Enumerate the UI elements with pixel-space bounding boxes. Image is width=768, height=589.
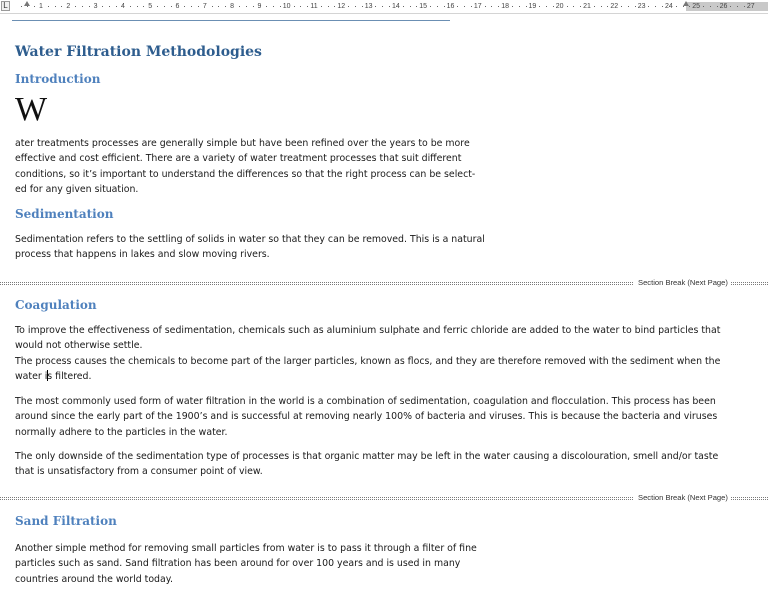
heading-introduction: Introduction	[15, 72, 101, 86]
ruler-tick-label: 16	[446, 3, 455, 10]
ruler-tick-dot	[382, 6, 383, 7]
horizontal-ruler[interactable]	[0, 0, 768, 14]
ruler-tick-label: 9	[257, 3, 262, 10]
paragraph-introduction[interactable]	[15, 136, 475, 197]
text-line: The most commonly used form of water filtration in the world is a combination of sedimentation, coagulation and flocculation. This process has been	[15, 396, 716, 407]
ruler-tick-dot	[662, 6, 663, 7]
ruler-tick-label: 2	[66, 3, 71, 10]
right-indent-marker[interactable]	[683, 1, 689, 6]
ruler-tick-dot	[710, 6, 711, 7]
text-line: To improve the effectiveness of sedimentation, chemicals such as aluminium sulphate and ferric chloride are added to the water to bind particles that	[15, 325, 721, 336]
ruler-tick-dot	[348, 6, 349, 7]
ruler-tick-label: 6	[175, 3, 180, 10]
ruler-tick-dot	[109, 6, 110, 7]
ruler-tick-label: 22	[610, 3, 619, 10]
ruler-tick-dot	[82, 6, 83, 7]
ruler-tick-dot	[61, 6, 62, 7]
ruler-tick-dot	[457, 6, 458, 7]
ruler-tick-dot	[621, 6, 622, 7]
text-line: effective and cost efficient. There are a variety of water treatment processes that suit different	[15, 153, 462, 165]
heading-sand-filtration: Sand Filtration	[15, 514, 117, 528]
heading-coagulation: Coagulation	[15, 298, 97, 312]
text-line: Another simple method for removing small particles from water is to pass it through a filter of fine	[15, 543, 477, 554]
ruler-tick-dot	[444, 6, 445, 7]
ruler-tick-dot	[212, 6, 213, 7]
ruler-tick-dot	[744, 6, 745, 7]
ruler-tick-dot	[416, 6, 417, 7]
ruler-tick-dot	[21, 6, 22, 7]
ruler-tick-dot	[48, 6, 49, 7]
ruler-tick-dot	[471, 6, 472, 7]
ruler-tick-dot	[184, 6, 185, 7]
ruler-tick-dot	[253, 6, 254, 7]
ruler-tick-label: 27	[746, 3, 755, 10]
ruler-tick-dot	[246, 6, 247, 7]
ruler-tick-dot	[573, 6, 574, 7]
ruler-tick-dot	[430, 6, 431, 7]
ruler-tick-dot	[546, 6, 547, 7]
ruler-tick-label: 12	[337, 3, 346, 10]
text-line: countries around the world today.	[15, 573, 173, 585]
ruler-tick-dot	[553, 6, 554, 7]
ruler-tick-dot	[730, 6, 731, 7]
ruler-tick-label: 17	[473, 3, 482, 10]
ruler-tick-dot	[102, 6, 103, 7]
ruler-tick-dot	[491, 6, 492, 7]
text-line: The process causes the chemicals to become part of the larger particles, known as flocs, and they are therefore removed with the sediment when the	[15, 355, 721, 367]
ruler-tick-dot	[410, 6, 411, 7]
drop-cap: W	[15, 91, 48, 128]
ruler-tick-label: 23	[637, 3, 646, 10]
ruler-tick-dot	[280, 6, 281, 7]
text-line: process that happens in lakes and slow moving rivers.	[15, 249, 270, 261]
ruler-tick-dot	[55, 6, 56, 7]
ruler-tick-label: 15	[419, 3, 428, 10]
ruler-tick-dot	[355, 6, 356, 7]
ruler-tick-dot	[75, 6, 76, 7]
ruler-tick-dot	[273, 6, 274, 7]
section-break-1	[0, 278, 768, 286]
ruler-tick-dot	[27, 6, 28, 7]
section-break-2	[0, 493, 768, 501]
ruler-tick-label: 8	[230, 3, 235, 10]
ruler-tick-dot	[294, 6, 295, 7]
ruler-tick-dot	[737, 6, 738, 7]
section-break-label: Section Break (Next Page)	[638, 493, 728, 502]
paragraph-coagulation-1[interactable]	[15, 323, 720, 384]
ruler-tick-label: 18	[501, 3, 509, 10]
ruler-tick-label: 24	[664, 3, 673, 10]
ruler-tick-dot	[164, 6, 165, 7]
ruler-tick-dot	[34, 6, 35, 7]
text-line: normally adhere to the particles in the water.	[15, 426, 228, 438]
ruler-tick-dot	[437, 6, 438, 7]
ruler-tick-dot	[655, 6, 656, 7]
ruler-tick-label: 4	[120, 3, 125, 10]
ruler-tick-dot	[526, 6, 527, 7]
text-line: around since the early part of the 1900’s and is successful at removing nearly 100% of bacteria and viruses. This is because the bacteria and viruses	[15, 411, 718, 423]
ruler-tick-dot	[512, 6, 513, 7]
text-line	[15, 369, 720, 384]
ruler-tick-dot	[225, 6, 226, 7]
ruler-tick-dot	[239, 6, 240, 7]
text-line: would not otherwise settle.	[15, 340, 143, 352]
ruler-tick-dot	[89, 6, 90, 7]
heading-sedimentation: Sedimentation	[15, 207, 114, 221]
ruler-tick-label: 11	[310, 3, 318, 10]
ruler-tick-dot	[648, 6, 649, 7]
text-after-caret: s filtered.	[47, 370, 92, 382]
text-before-caret: water i	[15, 370, 48, 382]
ruler-tick-label: 25	[692, 3, 701, 10]
text-line: Sedimentation refers to the settling of solids in water so that they can be removed. This is a natural	[15, 234, 485, 245]
ruler-tick-dot	[703, 6, 704, 7]
text-line: conditions, so it’s important to understand the differences so that the right process can be select-	[15, 168, 476, 180]
ruler-tick-dot	[218, 6, 219, 7]
ruler-tick-dot	[689, 6, 690, 7]
section-break-label: Section Break (Next Page)	[638, 278, 728, 287]
ruler-tick-label: 26	[719, 3, 728, 10]
text-line: ater treatments processes are generally simple but have been refined over the years to be more	[15, 138, 470, 149]
text-line: ed for any given situation.	[15, 183, 139, 195]
ruler-tick-dot	[375, 6, 376, 7]
ruler-tick-dot	[628, 6, 629, 7]
section-break-line	[731, 497, 768, 500]
ruler-tick-dot	[389, 6, 390, 7]
ruler-tick-label: 19	[528, 3, 537, 10]
ruler-tick-label: 10	[282, 3, 291, 10]
section-break-line	[731, 282, 768, 285]
ruler-tick-dot	[266, 6, 267, 7]
ruler-tick-dot	[519, 6, 520, 7]
ruler-tick-dot	[580, 6, 581, 7]
ruler-tick-dot	[539, 6, 540, 7]
ruler-tick-dot	[403, 6, 404, 7]
ruler-tick-dot	[635, 6, 636, 7]
ruler-guide-line	[12, 20, 450, 21]
text-line: The only downside of the sedimentation type of processes is that organic matter may be left in the water causing a discolouration, smell and/or taste	[15, 451, 719, 462]
ruler-tick-label: 3	[93, 3, 98, 10]
ruler-tick-label: 7	[202, 3, 207, 10]
paragraph-coagulation-3[interactable]	[15, 449, 718, 480]
ruler-tick-dot	[191, 6, 192, 7]
ruler-tick-dot	[362, 6, 363, 7]
text-line: particles such as sand. Sand filtration has been around for over 100 years and is used in many	[15, 558, 461, 570]
ruler-tick-dot	[717, 6, 718, 7]
section-break-line	[0, 282, 633, 285]
ruler-tick-dot	[171, 6, 172, 7]
ruler-tick-dot	[328, 6, 329, 7]
paragraph-sedimentation[interactable]	[15, 232, 485, 263]
ruler-tick-label: 5	[148, 3, 153, 10]
ruler-tick-dot	[607, 6, 608, 7]
paragraph-sand-filtration[interactable]	[15, 541, 477, 587]
section-break-line	[0, 497, 633, 500]
ruler-tick-dot	[307, 6, 308, 7]
ruler-tick-dot	[464, 6, 465, 7]
ruler-tick-dot	[334, 6, 335, 7]
text-line: that is unsatisfactory from a consumer point of view.	[15, 466, 263, 478]
ruler-tick-label: 21	[583, 3, 591, 10]
tab-selector-icon[interactable]: L	[1, 1, 10, 11]
ruler-tick-dot	[567, 6, 568, 7]
ruler-tick-label: 13	[364, 3, 373, 10]
document-title: Water Filtration Methodologies	[15, 44, 262, 60]
ruler-tick-dot	[300, 6, 301, 7]
ruler-tick-dot	[498, 6, 499, 7]
ruler-tick-dot	[157, 6, 158, 7]
ruler-tick-dot	[143, 6, 144, 7]
ruler-tick-label: 20	[555, 3, 564, 10]
ruler-tick-dot	[321, 6, 322, 7]
ruler-tick-dot	[601, 6, 602, 7]
ruler-tick-dot	[485, 6, 486, 7]
ruler-tick-label: 14	[391, 3, 400, 10]
ruler-tick-dot	[198, 6, 199, 7]
ruler-tick-label: 1	[39, 3, 43, 10]
ruler-tick-dot	[137, 6, 138, 7]
ruler-tick-dot	[594, 6, 595, 7]
ruler-tick-dot	[116, 6, 117, 7]
ruler-tick-dot	[130, 6, 131, 7]
ruler-tick-dot	[683, 6, 684, 7]
paragraph-coagulation-2[interactable]	[15, 394, 717, 440]
ruler-tick-dot	[676, 6, 677, 7]
